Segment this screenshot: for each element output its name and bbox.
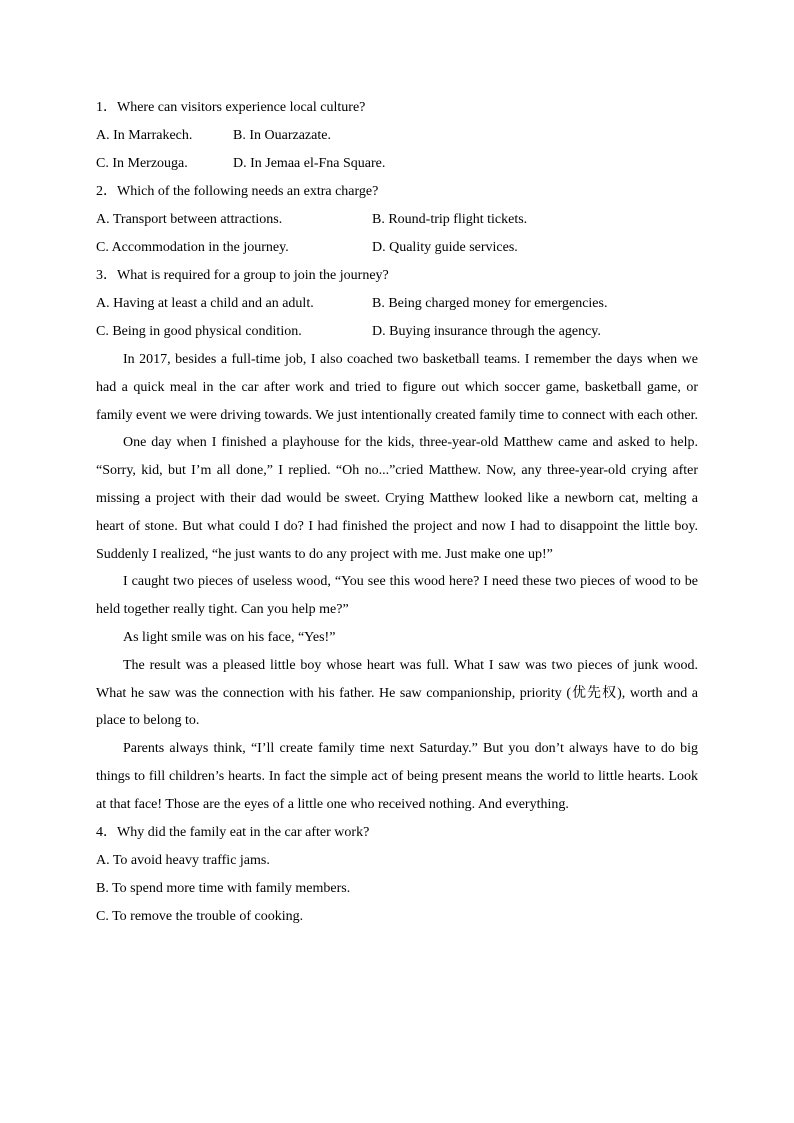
question-2-option-b: B. Round-trip flight tickets. xyxy=(372,212,528,227)
question-3-option-b: B. Being charged money for emergencies. xyxy=(372,296,608,311)
question-4-option-c: C. To remove the trouble of cooking. xyxy=(96,908,304,924)
passage-paragraph-5: The result was a pleased little boy whose heart was full. What I saw was two pieces of junk wood. What he saw was the connection with his father. He saw companionship, priority (优先权), worth and a place to belong to. xyxy=(96,657,698,729)
question-2-option-d: D. Quality guide services. xyxy=(372,240,518,255)
question-1-option-b: B. In Ouarzazate. xyxy=(233,128,331,143)
question-1-stem: 1．Where can visitors experience local culture? xyxy=(96,100,366,115)
question-3-options-row-1 xyxy=(96,290,698,318)
passage-paragraph-4: As light smile was on his face, “Yes!” xyxy=(123,629,336,645)
question-3-options-row-2 xyxy=(96,318,698,346)
question-2-options-row-1 xyxy=(96,206,698,234)
passage-paragraph-1: In 2017, besides a full-time job, I also coached two basketball teams. I remember the days when we had a quick meal in the car after work and tried to figure out which soccer game, basketball game, or family event we were driving towards. We just intentionally created family time to connect with each other. xyxy=(96,352,698,423)
passage-paragraph-6: Parents always think, “I’ll create family time next Saturday.” But you don’t always have to do big things to fill children’s hearts. In fact the simple act of being present means the world to little hearts. Look at that face! Those are the eyes of a little one who received nothing. And everything. xyxy=(96,741,698,812)
question-1-options-row-1 xyxy=(96,122,698,150)
question-4-option-b: B. To spend more time with family members. xyxy=(96,880,351,896)
question-1-option-c: C. In Merzouga. xyxy=(96,156,188,171)
question-2-stem: 2．Which of the following needs an extra charge? xyxy=(96,184,379,199)
question-1-option-d: D. In Jemaa el-Fna Square. xyxy=(233,156,386,171)
document-page xyxy=(96,94,698,931)
passage-paragraph-3: I caught two pieces of useless wood, “You see this wood here? I need these two pieces of wood to be held together really tight. Can you help me?” xyxy=(96,574,698,618)
question-2-option-c: C. Accommodation in the journey. xyxy=(96,240,289,255)
question-3-stem: 3．What is required for a group to join the journey? xyxy=(96,268,389,283)
question-2-options-row-2 xyxy=(96,234,698,262)
question-3-option-d: D. Buying insurance through the agency. xyxy=(372,324,601,339)
question-4-stem: 4．Why did the family eat in the car after work? xyxy=(96,824,370,840)
question-1-option-a: A. In Marrakech. xyxy=(96,128,193,143)
question-2-option-a: A. Transport between attractions. xyxy=(96,212,283,227)
question-3-option-a: A. Having at least a child and an adult. xyxy=(96,296,314,311)
question-1-options-row-2 xyxy=(96,150,698,178)
passage-paragraph-2: One day when I finished a playhouse for the kids, three-year-old Matthew came and asked to help. “Sorry, kid, but I’m all done,” I replied. “Oh no...”cried Matthew. Now, any three-year-old crying after missing a project with their dad would be sweet. Crying Matthew looked like a newborn cat, melting a heart of stone. But what could I do? I had finished the project and now I had to disappoint the little boy. Suddenly I realized, “he just wants to do any project with me. Just make one up!” xyxy=(96,435,698,562)
question-3-option-c: C. Being in good physical condition. xyxy=(96,324,302,339)
question-4-option-a: A. To avoid heavy traffic jams. xyxy=(96,852,270,868)
